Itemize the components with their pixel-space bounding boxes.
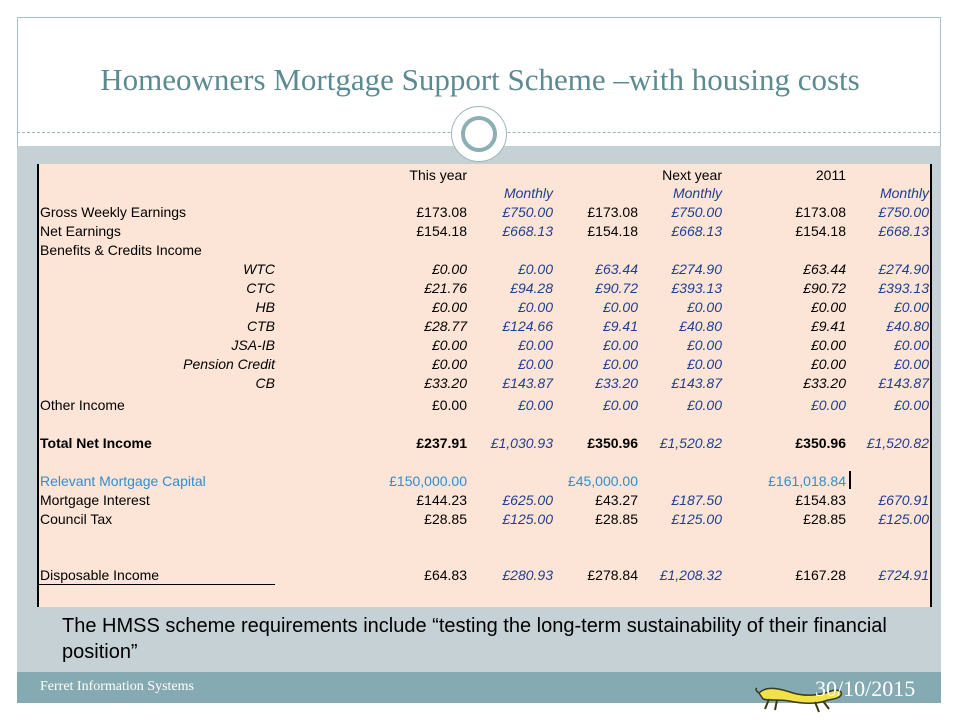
table-cell: £173.08 — [587, 204, 638, 220]
row-label: CTB — [247, 318, 275, 334]
table-cell: £750.00 — [878, 204, 929, 220]
table-cell: £154.18 — [416, 223, 467, 239]
divider-ring-icon — [461, 116, 497, 152]
header-monthly-1: Monthly — [503, 185, 553, 201]
table-cell: £625.00 — [502, 492, 553, 508]
row-label: Benefits & Credits Income — [40, 242, 202, 258]
table-cell: £274.90 — [671, 261, 722, 277]
table-cell: £0.00 — [686, 299, 722, 315]
header-2011: 2011 — [815, 167, 846, 183]
table-cell: £0.00 — [602, 337, 638, 353]
table-cell: £278.84 — [587, 567, 638, 583]
text-cursor — [849, 471, 851, 489]
slide-title: Homeowners Mortgage Support Scheme –with housing costs — [100, 62, 860, 97]
row-label: Other Income — [40, 397, 125, 413]
table-cell: £1,030.93 — [490, 435, 553, 451]
table-cell: £724.91 — [878, 567, 929, 583]
table-cell: £28.77 — [424, 318, 467, 334]
table-cell: £28.85 — [803, 511, 846, 527]
table-cell: £237.91 — [416, 435, 467, 451]
row-label: Disposable Income — [40, 567, 160, 583]
table-cell: £0.00 — [602, 356, 638, 372]
table-cell: £1,520.82 — [866, 435, 929, 451]
table-cell: £0.00 — [431, 356, 467, 372]
table-cell: £750.00 — [671, 204, 722, 220]
table-cell: £0.00 — [602, 397, 638, 413]
table-cell: £125.00 — [502, 511, 553, 527]
table-cell: £154.83 — [795, 492, 846, 508]
table-cell: £90.72 — [803, 280, 846, 296]
table-cell: £0.00 — [893, 337, 929, 353]
spreadsheet-table — [37, 164, 932, 607]
table-cell: £0.00 — [431, 397, 467, 413]
table-cell: £274.90 — [878, 261, 929, 277]
header-monthly-2: Monthly — [672, 185, 722, 201]
table-cell: £0.00 — [686, 397, 722, 413]
slide-caption: The HMSS scheme requirements include “testing the long-term sustainability of their financial position” — [62, 615, 887, 663]
table-cell: £0.00 — [810, 397, 846, 413]
table-cell: £45,000.00 — [567, 473, 638, 489]
table-cell: £28.85 — [424, 511, 467, 527]
table-cell: £1,208.32 — [659, 567, 722, 583]
table-cell: £21.76 — [424, 280, 467, 296]
table-cell: £63.44 — [595, 261, 638, 277]
table-cell: £0.00 — [517, 299, 553, 315]
table-cell: £0.00 — [431, 337, 467, 353]
table-cell: £393.13 — [878, 280, 929, 296]
row-label: Relevant Mortgage Capital — [40, 473, 206, 489]
table-cell: £0.00 — [517, 261, 553, 277]
table-cell: £144.23 — [416, 492, 467, 508]
footer-company: Ferret Information Systems — [40, 679, 194, 694]
table-cell: £161,018.84 — [768, 473, 846, 489]
table-cell: £0.00 — [893, 299, 929, 315]
header-this-year: This year — [409, 167, 467, 183]
table-cell: £750.00 — [502, 204, 553, 220]
table-cell: £143.87 — [671, 375, 722, 391]
table-cell: £90.72 — [595, 280, 638, 296]
table-cell: £143.87 — [502, 375, 553, 391]
table-cell: £150,000.00 — [389, 473, 467, 489]
table-cell: £167.28 — [795, 567, 846, 583]
table-cell: £0.00 — [602, 299, 638, 315]
table-cell: £143.87 — [878, 375, 929, 391]
table-cell: £125.00 — [878, 511, 929, 527]
table-cell: £124.66 — [502, 318, 553, 334]
table-cell: £668.13 — [878, 223, 929, 239]
table-cell: £0.00 — [810, 299, 846, 315]
table-cell: £33.20 — [424, 375, 467, 391]
table-cell: £0.00 — [686, 337, 722, 353]
table-cell: £0.00 — [517, 337, 553, 353]
table-cell: £40.80 — [886, 318, 929, 334]
table-cell: £33.20 — [595, 375, 638, 391]
table-cell: £43.27 — [595, 492, 638, 508]
table-cell: £1,520.82 — [659, 435, 722, 451]
table-cell: £0.00 — [893, 356, 929, 372]
table-cell: £668.13 — [671, 223, 722, 239]
table-cell: £0.00 — [431, 299, 467, 315]
table-cell: £280.93 — [502, 567, 553, 583]
table-cell: £350.96 — [795, 435, 846, 451]
table-cell: £0.00 — [810, 356, 846, 372]
table-cell: £33.20 — [803, 375, 846, 391]
table-cell: £173.08 — [795, 204, 846, 220]
table-cell: £94.28 — [510, 280, 553, 296]
table-cell: £64.83 — [424, 567, 467, 583]
table-cell: £63.44 — [803, 261, 846, 277]
table-cell: £0.00 — [431, 261, 467, 277]
row-label: JSA-IB — [231, 337, 275, 353]
table-cell: £350.96 — [587, 435, 638, 451]
table-cell: £187.50 — [671, 492, 722, 508]
table-cell: £0.00 — [893, 397, 929, 413]
row-label: HB — [255, 299, 275, 315]
table-cell: £9.41 — [810, 318, 846, 334]
table-cell: £0.00 — [517, 356, 553, 372]
table-cell: £9.41 — [602, 318, 638, 334]
row-label: Pension Credit — [183, 356, 275, 372]
table-cell: £670.91 — [878, 492, 929, 508]
row-label: Council Tax — [40, 511, 113, 527]
table-cell: £173.08 — [416, 204, 467, 220]
header-monthly-3: Monthly — [879, 185, 929, 201]
table-cell: £393.13 — [671, 280, 722, 296]
row-label: CB — [255, 375, 275, 391]
row-label: Net Earnings — [40, 223, 121, 239]
table-cell: £0.00 — [686, 356, 722, 372]
table-cell: £28.85 — [595, 511, 638, 527]
table-cell: £125.00 — [671, 511, 722, 527]
table-cell: £0.00 — [517, 397, 553, 413]
row-label: Mortgage Interest — [40, 492, 150, 508]
table-cell: £40.80 — [679, 318, 722, 334]
footer-date: 30/10/2015 — [815, 676, 916, 701]
label-underline — [39, 584, 275, 585]
row-label: WTC — [243, 261, 275, 277]
table-cell: £154.18 — [795, 223, 846, 239]
row-label: Total Net Income — [40, 435, 152, 451]
table-cell: £154.18 — [587, 223, 638, 239]
table-cell: £668.13 — [502, 223, 553, 239]
row-label: Gross Weekly Earnings — [40, 204, 187, 220]
row-label: CTC — [246, 280, 275, 296]
header-next-year: Next year — [662, 167, 722, 183]
table-cell: £0.00 — [810, 337, 846, 353]
